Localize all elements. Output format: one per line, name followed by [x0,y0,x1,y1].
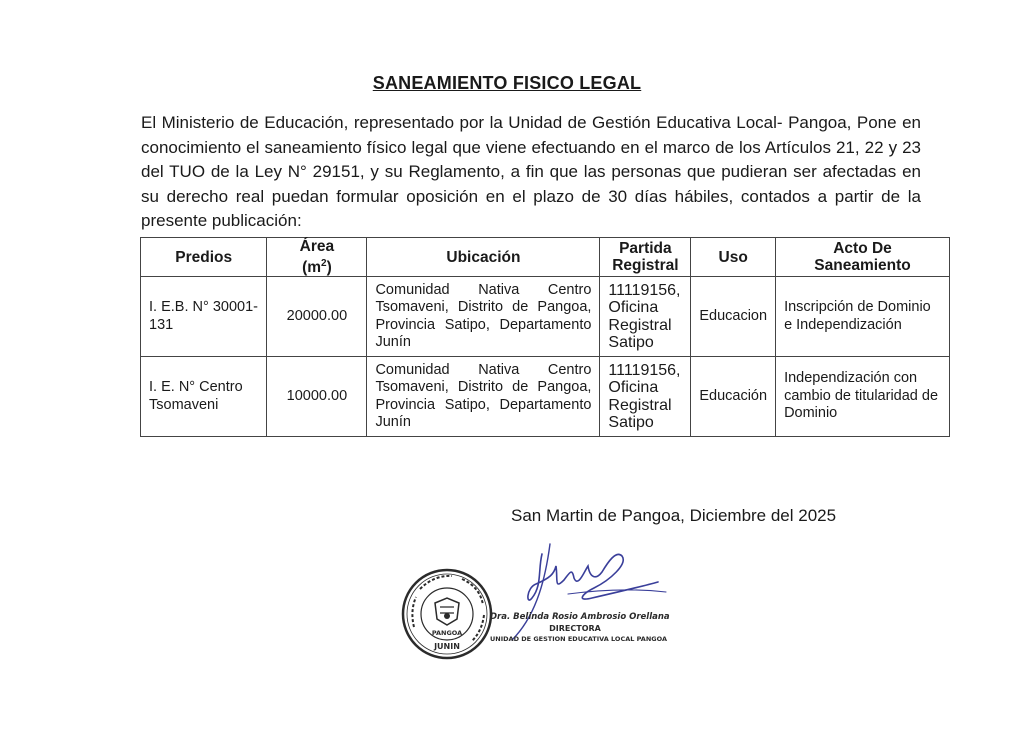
table-row [141,277,950,357]
cell-acto: Independización con cambio de titularidad de Dominio [776,357,950,437]
header-area-label: Área [299,238,335,255]
cell-partida: 11119156, Oficina Registral Satipo [600,277,691,357]
seal-center-text: PANGOA [431,629,463,637]
signer-unit: UNIDAD DE GESTION EDUCATIVA LOCAL PANGOA [490,635,667,643]
intro-paragraph: El Ministerio de Educación, representado por la Unidad de Gestión Educativa Local- Pangoa, Pone en conocimiento el saneamiento físico legal que viene efectuando en el marco de los Artículos 21, 22 y 23 del TUO de la Ley N° 29151, y su Reglamento, a fin que las personas que pudieran ser afectadas en su derecho real puedan formular oposición en el plazo de 30 días hábiles, contados a partir de la presente publicación: [141,113,921,230]
cell-uso: Educación [691,357,776,437]
official-seal [400,567,494,661]
cell-ubicacion: Comunidad Nativa Centro Tsomaveni, Distrito de Pangoa, Provincia Satipo, Departamento Junín [367,277,600,357]
seal-bottom-text: JUNIN [434,642,460,651]
cell-area: 20000.00 [267,277,367,357]
header-area-close: ) [326,259,332,277]
table-row [141,357,950,437]
signer-name: Dra. Belinda Rosio Ambrosio Orellana [490,612,670,622]
cell-ubicacion: Comunidad Nativa Centro Tsomaveni, Distrito de Pangoa, Provincia Satipo, Departamento Junín [367,357,600,437]
properties-table [140,237,950,437]
header-area-unit: (m [302,259,322,277]
document-title: SANEAMIENTO FISICO LEGAL [372,73,642,93]
header-acto: Acto De Saneamiento [776,238,950,277]
header-uso: Uso [691,238,776,277]
cell-predio: I. E. N° Centro Tsomaveni [141,357,267,437]
cell-uso: Educacion [691,277,776,357]
header-partida: Partida Registral [600,238,691,277]
cell-acto: Inscripción de Dominio e Independización [776,277,950,357]
header-area-sup: 2 [321,258,327,269]
header-area [267,238,367,277]
cell-area: 10000.00 [267,357,367,437]
place-date: San Martin de Pangoa, Diciembre del 2025 [511,506,837,525]
cell-partida: 11119156, Oficina Registral Satipo [600,357,691,437]
header-predios: Predios [141,238,267,277]
signer-role: DIRECTORA [549,624,601,633]
signature-stamp [490,612,670,643]
table-header-row [141,238,950,277]
header-ubicacion: Ubicación [367,238,600,277]
cell-predio: I. E.B. N° 30001-131 [141,277,267,357]
